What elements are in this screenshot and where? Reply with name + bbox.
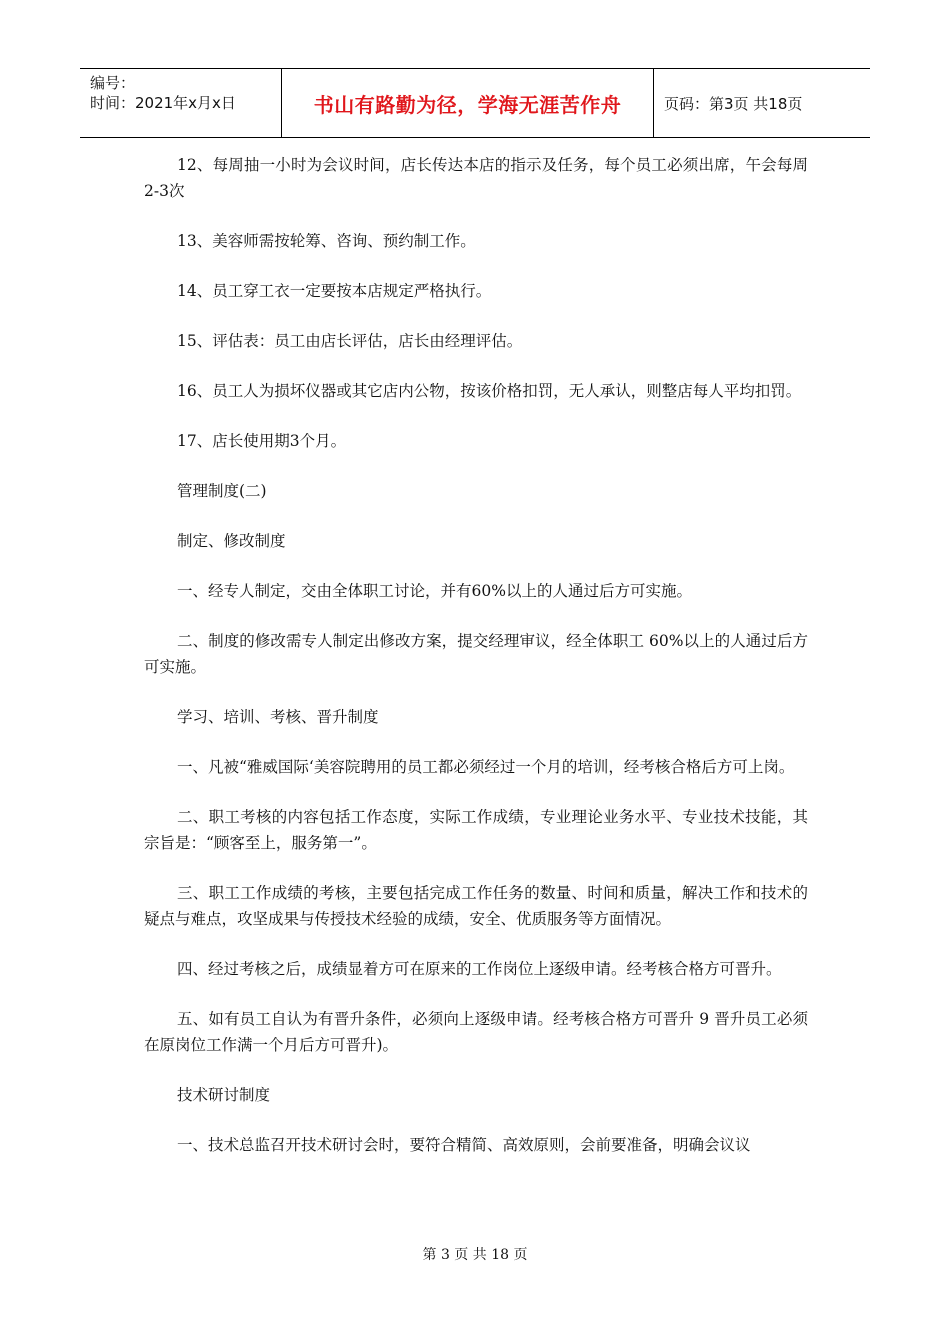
paragraph: 16、员工人为损坏仪器或其它店内公物，按该价格扣罚，无人承认，则整店每人平均扣罚。 bbox=[177, 382, 802, 400]
header-page-info: 页码：第3页 共18页 bbox=[664, 94, 803, 113]
document-time-label: 时间：2021年x月x日 bbox=[90, 94, 236, 112]
paragraph: 一、经专人制定，交由全体职工讨论，并有60%以上的人通过后方可实施。 bbox=[177, 582, 692, 600]
paragraph: 四、经过考核之后，成绩显着方可在原来的工作岗位上逐级申请。经考核合格方可晋升。 bbox=[177, 960, 782, 978]
paragraph: 13、美容师需按轮筹、咨询、预约制工作。 bbox=[177, 232, 476, 250]
document-number-label: 编号： bbox=[90, 74, 136, 92]
paragraph: 17、店长使用期3个月。 bbox=[177, 432, 347, 450]
paragraph: 二、职工考核的内容包括工作态度，实际工作成绩，专业理论业务水平、专业技术技能，其宗旨是：“顾客至上，服务第一”。 bbox=[144, 808, 808, 852]
paragraph: 二、制度的修改需专人制定出修改方案，提交经理审议，经全体职工 60%以上的人通过后方可实施。 bbox=[144, 632, 808, 676]
paragraph: 14、员工穿工衣一定要按本店规定严格执行。 bbox=[177, 282, 492, 300]
header-motto: 书山有路勤为径，学海无涯苦作舟 bbox=[282, 69, 654, 137]
paragraph: 一、技术总监召开技术研讨会时，要符合精简、高效原则，会前要准备，明确会议议 bbox=[177, 1136, 751, 1154]
paragraph: 一、凡被“雅威国际‘美容院聘用的员工都必须经过一个月的培训，经考核合格后方可上岗。 bbox=[177, 758, 795, 776]
document-body bbox=[144, 152, 808, 1182]
section-heading: 管理制度(二) bbox=[177, 482, 267, 500]
section-heading: 制定、修改制度 bbox=[177, 532, 286, 550]
page-header bbox=[80, 68, 870, 138]
section-heading: 学习、培训、考核、晋升制度 bbox=[177, 708, 379, 726]
paragraph: 三、职工工作成绩的考核，主要包括完成工作任务的数量、时间和质量，解决工作和技术的疑点与难点，攻坚成果与传授技术经验的成绩，安全、优质服务等方面情况。 bbox=[144, 884, 808, 928]
header-meta-cell bbox=[80, 69, 282, 137]
paragraph: 15、评估表：员工由店长评估，店长由经理评估。 bbox=[177, 332, 523, 350]
paragraph: 五、如有员工自认为有晋升条件，必须向上逐级申请。经考核合格方可晋升 9 晋升员工必须在原岗位工作满一个月后方可晋升)。 bbox=[144, 1010, 808, 1054]
page-footer: 第 3 页 共 18 页 bbox=[422, 1247, 528, 1263]
section-heading: 技术研讨制度 bbox=[177, 1086, 271, 1104]
paragraph: 12、每周抽一小时为会议时间，店长传达本店的指示及任务，每个员工必须出席，午会每周2-3次 bbox=[144, 156, 808, 200]
